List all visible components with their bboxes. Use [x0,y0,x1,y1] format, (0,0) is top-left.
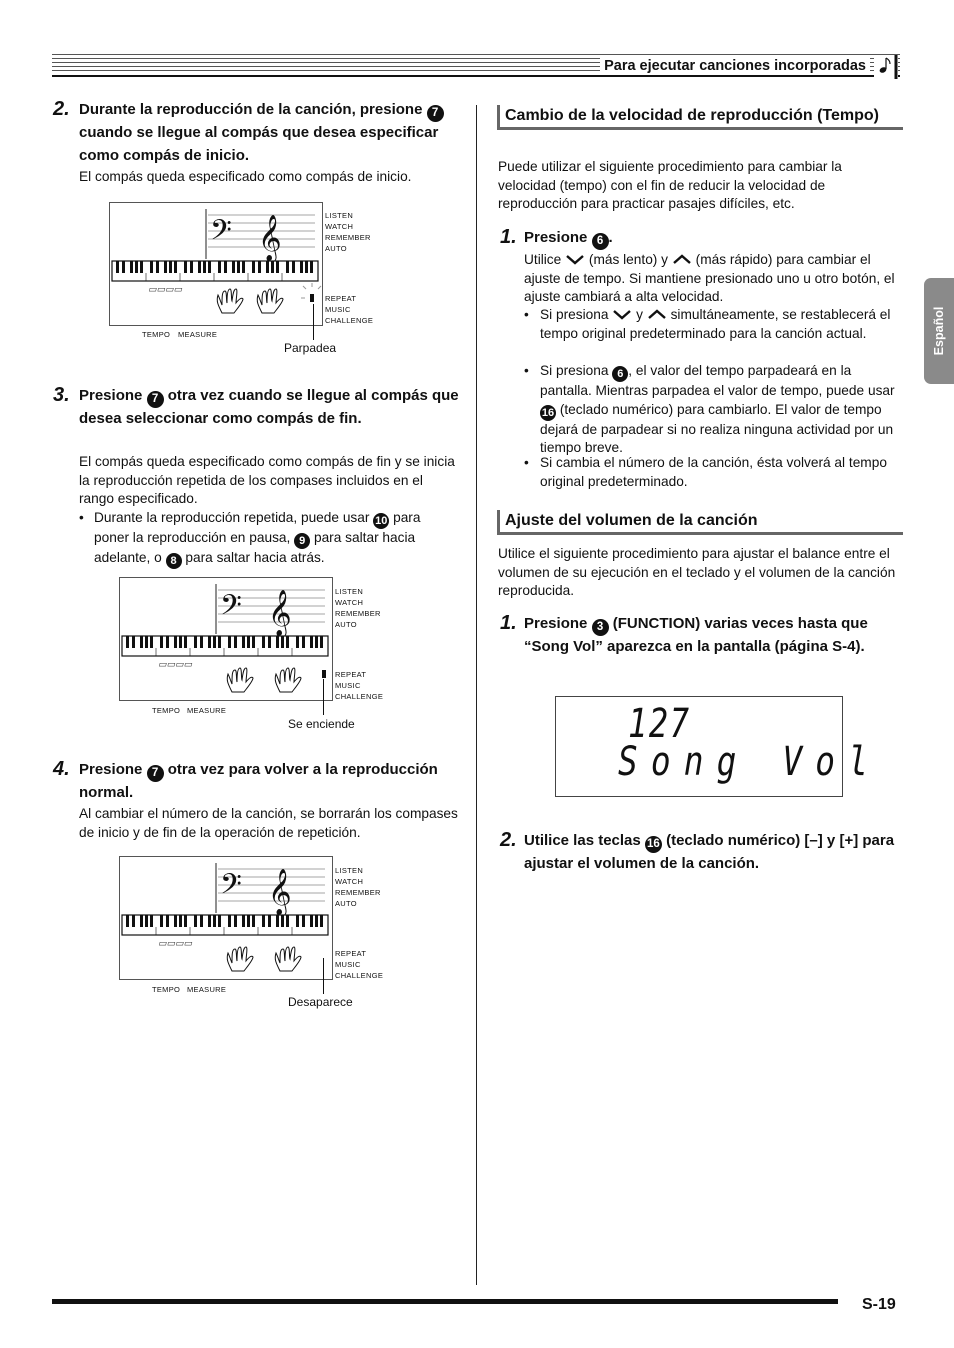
lcd-volume-value: 127 [628,701,691,747]
hands-icon [217,289,283,313]
lcd-song-volume-display [555,696,881,797]
page-number: S-19 [862,1296,896,1313]
lcd-lesson-labels: REPEAT MUSIC CHALLENGE [325,294,374,325]
button-number-icon: 3 [592,619,609,636]
lcd-tempo-label: TEMPO [152,985,181,994]
lcd-lesson-labels: REPEAT MUSIC CHALLENGE [335,949,384,980]
hands-icon [227,668,301,692]
step-number: 1. [500,226,517,248]
lcd-measure-label: MEASURE [187,985,227,994]
volume-step-2: Utilice las teclas 16 (teclado numérico) [–] y [+] para ajustar el volumen de la canción. [524,832,895,872]
bass-clef-icon: 𝄢 [220,589,242,629]
step-3-bullet: • Durante la reproducción repetida, puede usar 10 para poner la reproducción en pausa, 9 para saltar hacia adelante, o 8 para saltar hacia atrás. [79,510,421,567]
lcd-display-illustration [109,202,323,326]
button-number-icon: 7 [147,391,164,408]
step-number: 1. [500,612,517,634]
treble-clef-icon: 𝄞 [268,869,292,915]
lcd-screen [110,203,322,325]
lcd-display-illustration [119,856,333,980]
music-note-icon [874,55,898,79]
button-number-icon: 7 [147,765,164,782]
svg-text:▭▭▭▭: ▭▭▭▭ [158,938,193,948]
step-number: 2. [53,98,70,120]
step-3-body: El compás queda especificado como compás de fin y se inicia la reproducción repetida de los compases incluidos en el rango especificado. [79,454,455,506]
treble-clef-icon: 𝄞 [258,215,282,261]
button-number-icon: 9 [294,533,310,549]
lcd-mode-labels: LISTEN WATCH REMEMBER AUTO [325,211,371,253]
callout-line [323,679,324,715]
header-title: Para ejecutar canciones incorporadas [600,58,870,74]
step-number: 2. [500,829,517,851]
chevron-down-icon [565,252,585,266]
button-number-icon: 8 [166,553,182,569]
section-heading-volume: Ajuste del volumen de la canción [497,510,903,535]
tempo-step-1-body: Utilice (más lento) y (más rápido) para cambiar el ajuste de tempo. Si mantiene presionado uno u otro botón, el ajuste cambiará a alta velocidad. [524,252,895,304]
lcd-mode-labels: LISTEN WATCH REMEMBER AUTO [335,587,381,629]
lcd-tempo-label: TEMPO [152,706,181,715]
tempo-bullet-2: • Si presiona 6 , el valor del tempo parpadeará en la pantalla. Mientras parpadea el valor de tempo, puede usar 16 (teclado numérico) para cambiarlo. El valor de tempo dejará de parpadear si no realiza ninguna actividad por un tiempo breve. [524,363,895,455]
callout-caption: Se enciende [288,717,355,731]
step-3-instruction: Presione 7 otra vez cuando se llegue al compás que desea seleccionar como compás de fin. [79,387,459,427]
button-number-icon: 7 [427,105,444,122]
lcd-display-illustration [119,577,333,701]
callout-line [313,304,314,340]
column-divider [476,105,477,1285]
tempo-bullet-3: • Si cambia el número de la canción, ésta volverá al tempo original predeterminado. [524,455,887,489]
button-number-icon: 10 [375,515,388,527]
chevron-up-icon [672,252,692,266]
callout-caption: Parpadea [284,341,337,355]
step-4-body: Al cambiar el número de la canción, se borrarán los compases de inicio y de fin de la operación de repetición. [79,806,458,840]
tempo-bullet-1: • Si presiona y simultáneamente, se restablecerá el tempo original predeterminado para la canción actual. [524,307,891,341]
lcd-mode-labels: LISTEN WATCH REMEMBER AUTO [335,866,381,908]
step-2-body: El compás queda especificado como compás de inicio. [79,169,412,184]
tempo-step-1: Presione 6 . [524,227,613,250]
button-number-icon: 16 [541,406,555,419]
svg-text:▭▭▭▭: ▭▭▭▭ [148,284,183,294]
footer-rule [52,1299,838,1304]
section-heading-tempo: Cambio de la velocidad de reproducción (Tempo) [497,105,903,130]
volume-intro: Utilice el siguiente procedimiento para ajustar el balance entre el volumen de su ejecución en el teclado y el volumen de la canción reproducida. [498,546,896,598]
lcd-volume-text: Song Vol [618,739,881,785]
step-number: 3. [53,384,70,406]
lcd-tempo-label: TEMPO [142,330,171,339]
button-number-icon: 16 [645,836,662,853]
bass-clef-icon: 𝄢 [210,214,232,254]
language-tab [924,278,954,384]
lcd-lesson-labels: REPEAT MUSIC CHALLENGE [335,670,384,701]
language-tab-label: Español [932,306,946,356]
button-number-icon: 6 [612,366,628,382]
callout-caption: Desaparece [288,995,353,1009]
volume-step-1: Presione 3 (FUNCTION) varias veces hasta que “Song Vol” aparezca en la pantalla (página S-4). [524,615,868,655]
step-number: 4. [53,758,70,780]
button-number-icon: 6 [592,233,609,250]
lcd-screen [120,578,332,700]
hands-icon [227,947,301,971]
bass-clef-icon: 𝄢 [220,868,242,908]
treble-clef-icon: 𝄞 [268,590,292,636]
callout-line [323,958,324,994]
svg-text:▭▭▭▭: ▭▭▭▭ [158,659,193,669]
chevron-down-icon [612,307,632,321]
step-2-instruction: Durante la reproducción de la canción, presione 7 cuando se llegue al compás que desea especificar como compás de inicio. [79,99,459,167]
lcd-measure-label: MEASURE [178,330,218,339]
lcd-screen [120,857,332,979]
lcd-measure-label: MEASURE [187,706,227,715]
chevron-up-icon [647,307,667,321]
step-4-instruction: Presione 7 otra vez para volver a la reproducción normal. [79,761,438,801]
tempo-intro: Puede utilizar el siguiente procedimiento para cambiar la velocidad (tempo) con el fin de reducir la velocidad de reproducción para practicar pasajes difíciles, etc. [498,159,842,211]
